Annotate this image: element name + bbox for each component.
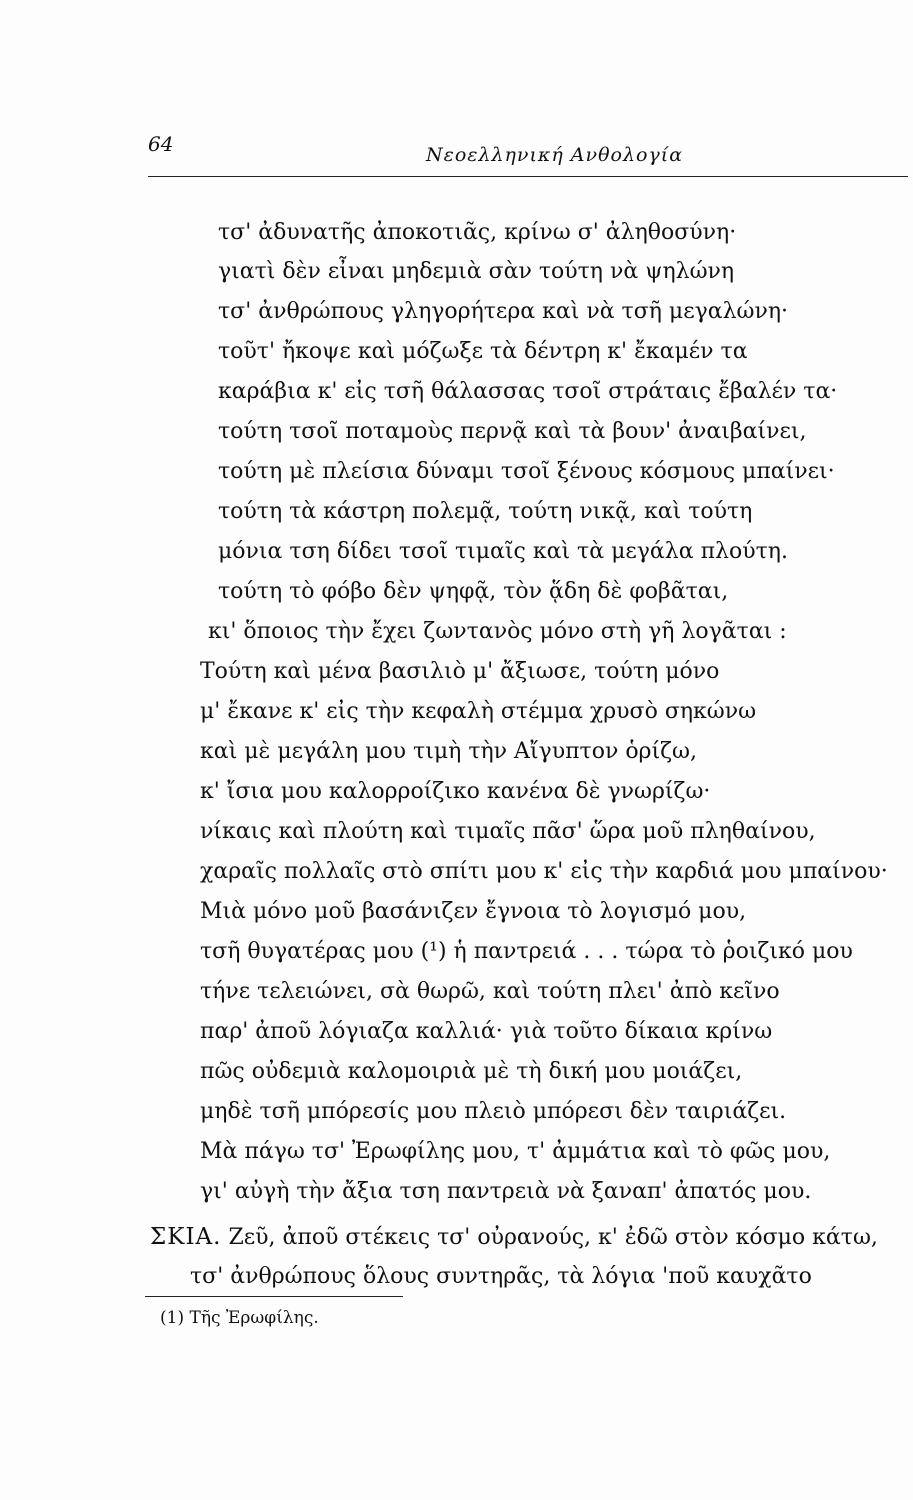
verse-line: μόνια τση δίδει τσοῖ τιμαῖς καὶ τὰ μεγάλα πλούτη. — [218, 539, 788, 564]
running-title: Νεοελληνική Ανθολογία — [426, 144, 684, 166]
verse-line: γι' αὐγὴ τὴν ἄξια τση παντρειὰ νὰ ξαναπ' ἀπατός μου. — [200, 1179, 812, 1204]
verse-line: μηδὲ τσῆ μπόρεσίς μου πλειὸ μπόρεσι δὲν ταιριάζει. — [200, 1099, 787, 1124]
verse-line: κ' ἴσια μου καλορροίζικο κανένα δὲ γνωρίζω· — [200, 779, 711, 804]
verse-line: καράβια κ' εἰς τσῆ θάλασσας τσοῖ στράταις ἔβαλέν τα· — [218, 379, 838, 404]
verse-line: γιατὶ δὲν εἶναι μηδεμιὰ σὰν τούτη νὰ ψηλώνη — [218, 259, 735, 284]
verse-line: κι' ὅποιος τὴν ἔχει ζωντανὸς μόνο στὴ γῆ λογᾶται : — [208, 619, 787, 644]
footnote-rule — [145, 1296, 403, 1297]
verse-line: τήνε τελειώνει, σὰ θωρῶ, καὶ τούτη πλει' ἀπὸ κεῖνο — [200, 979, 780, 1004]
speaker-name: ΣΚΙΑ. — [150, 1224, 222, 1250]
verse-line: τσ' ἀδυνατῆς ἀποκοτιᾶς, κρίνω σ' ἀληθοσύνη· — [218, 220, 737, 245]
verse-line: καὶ μὲ μεγάλη μου τιμὴ τὴν Αἴγυπτον ὁρίζω, — [200, 739, 697, 764]
verse-line: τούτη τὸ φόβο δὲν ψηφᾷ, τὸν ᾅδη δὲ φοβᾶται, — [218, 579, 729, 604]
verse-line: τοῦτ' ἤκοψε καὶ μόζωξε τὰ δέντρη κ' ἔκαμέν τα — [218, 339, 748, 364]
footnote: (1) Τῆς Ἐρωφίλης. — [160, 1308, 319, 1328]
verse-line: τσ' ἀνθρώπους γληγορήτερα καὶ νὰ τσῆ μεγαλώνη· — [218, 299, 789, 324]
verse-line: νίκαις καὶ πλούτη καὶ τιμαῖς πᾶσ' ὥρα μοῦ πληθαίνου, — [200, 819, 816, 844]
verse-line: τούτη τσοῖ ποταμοὺς περνᾷ καὶ τὰ βουν' ἀναιβαίνει, — [218, 419, 807, 444]
speech-line — [150, 1222, 878, 1253]
verse-line: παρ' ἀποῦ λόγιαζα καλλιά· γιὰ τοῦτο δίκαια κρίνω — [200, 1019, 773, 1044]
page-number: 64 — [148, 132, 174, 156]
verse-line: τσῆ θυγατέρας μου (¹) ἡ παντρειά . . . τώρα τὸ ῥοιζικό μου — [200, 939, 853, 964]
verse-line: πῶς οὐδεμιὰ καλομοιριὰ μὲ τὴ δική μου μοιάζει, — [200, 1059, 743, 1084]
speech-text: Ζεῦ, ἀποῦ στέκεις τσ' οὐρανούς, κ' ἐδῶ στὸν κόσμο κάτω, — [228, 1225, 878, 1250]
page-header — [148, 132, 888, 172]
verse-line: Τούτη καὶ μένα βασιλιὸ μ' ἄξιωσε, τούτη μόνο — [200, 659, 720, 684]
verse-line: χαραῖς πολλαῖς στὸ σπίτι μου κ' εἰς τὴν καρδιά μου μπαίνου· — [200, 859, 888, 884]
speech-line: τσ' ἀνθρώπους ὅλους συντηρᾶς, τὰ λόγια 'ποῦ καυχᾶτο — [190, 1264, 812, 1289]
verse-line: μ' ἔκανε κ' εἰς τὴν κεφαλὴ στέμμα χρυσὸ σηκώνω — [200, 699, 757, 724]
header-rule — [148, 176, 908, 177]
verse-line: Μὰ πάγω τσ' Ἐρωφίλης μου, τ' ἀμμάτια καὶ τὸ φῶς μου, — [200, 1139, 831, 1164]
verse-line: τούτη τὰ κάστρη πολεμᾷ, τούτη νικᾷ, καὶ τούτη — [218, 499, 753, 524]
verse-line: τούτη μὲ πλείσια δύναμι τσοῖ ξένους κόσμους μπαίνει· — [218, 459, 835, 484]
verse-line: Μιὰ μόνο μοῦ βασάνιζεν ἔγνοια τὸ λογισμό μου, — [200, 899, 747, 924]
